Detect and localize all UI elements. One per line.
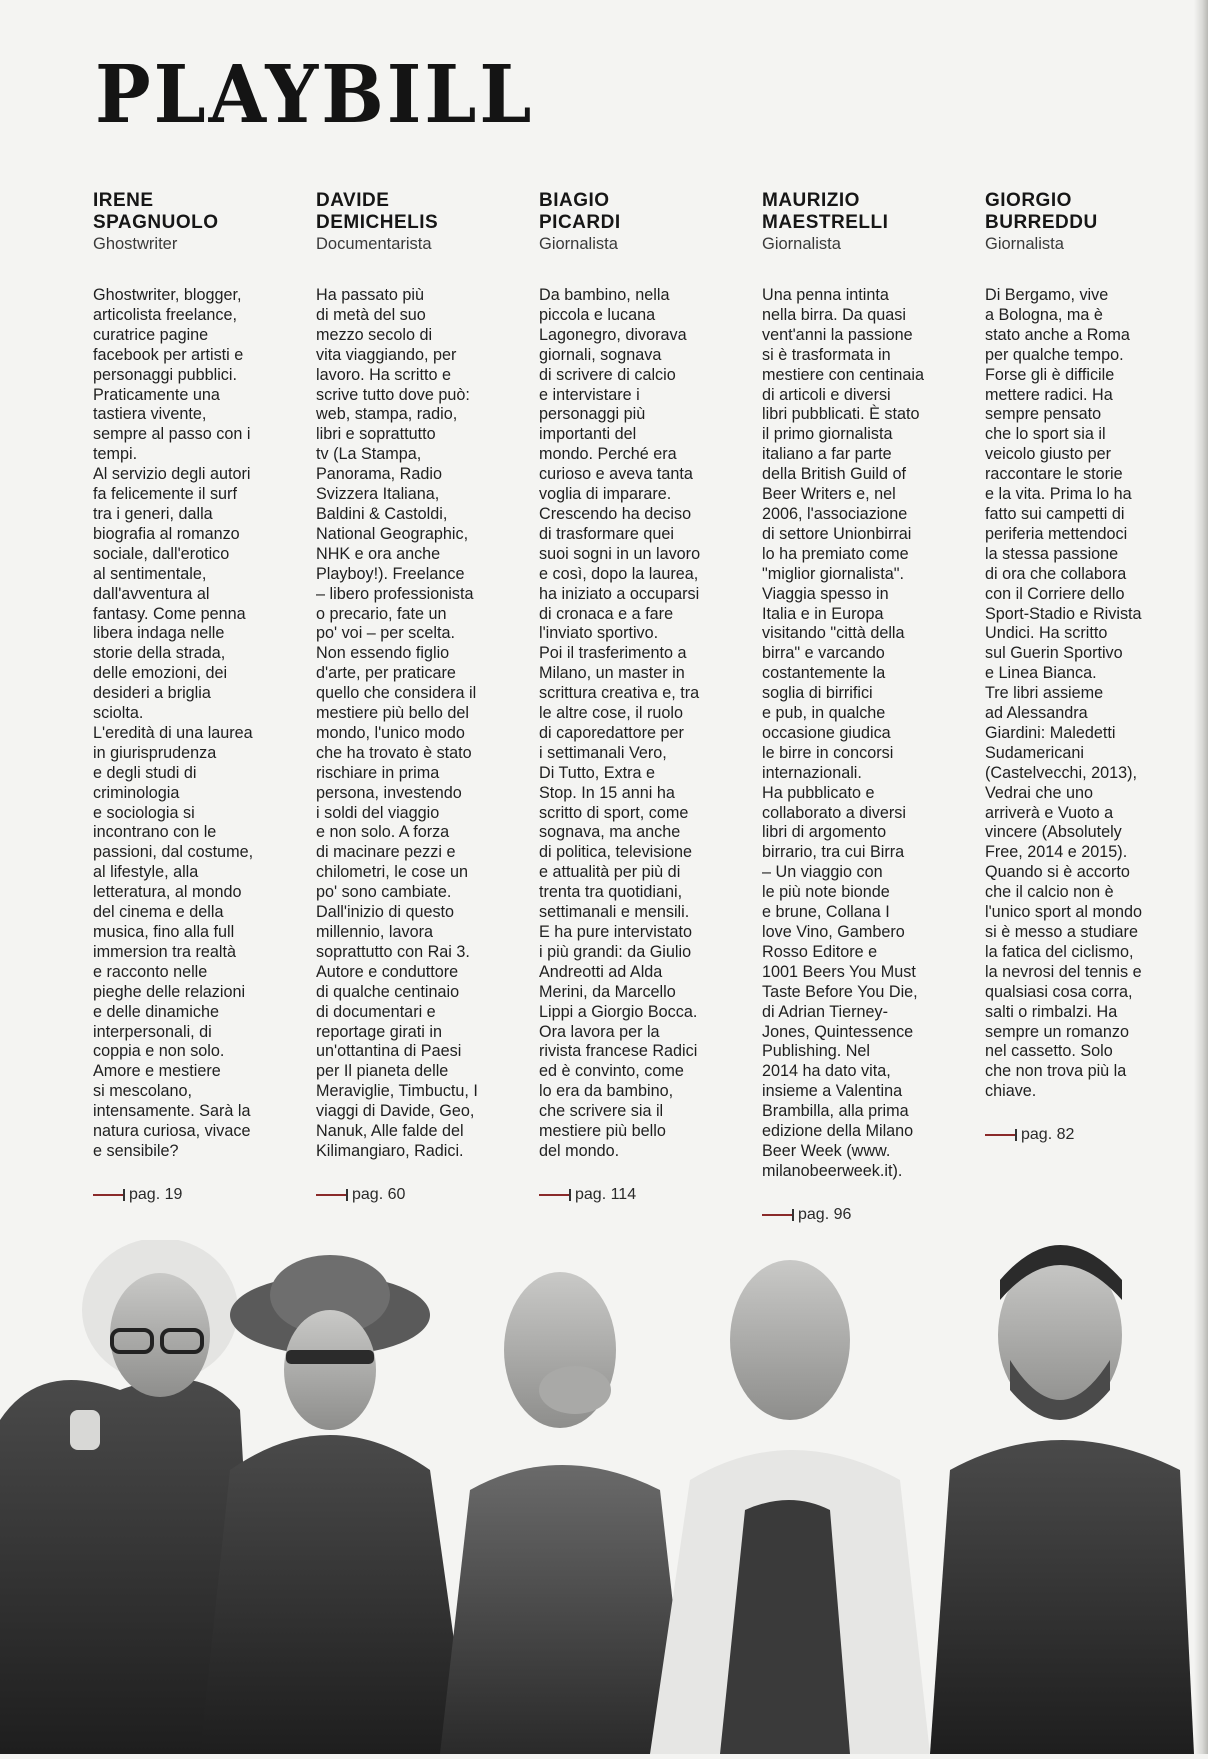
bio-line: Dall'inizio di questo: [316, 903, 455, 922]
bio-line: di caporedattore per: [539, 723, 684, 742]
page-ref-rule: [539, 1194, 569, 1196]
bio-line: Jones, Quintessence: [762, 1022, 914, 1041]
page-ref-rule: [316, 1194, 346, 1196]
bio-line: la fatica del ciclismo,: [985, 942, 1134, 961]
bio-line: Praticamente una: [93, 385, 220, 404]
page-reference[interactable]: [762, 1206, 961, 1224]
contributor-name-first: MAURIZIO: [762, 190, 860, 211]
bio-line: visitando "città della: [762, 624, 905, 643]
bio-line: e Linea Bianca.: [985, 664, 1097, 683]
bio-line: personaggi pubblici.: [93, 365, 237, 384]
bio-line: Di Bergamo, vive: [985, 286, 1109, 304]
bio-line: tv (La Stampa,: [316, 445, 422, 464]
bio-line: persona, investendo: [316, 783, 462, 802]
contributor-name-last: BURREDDU: [985, 212, 1098, 233]
bio-line: articolista freelance,: [93, 305, 237, 324]
page-ref-label: pag. 60: [352, 1185, 406, 1203]
bio-line: – Un viaggio con: [762, 863, 883, 882]
bio-line: Kilimangiaro, Radici.: [316, 1141, 464, 1160]
page-ref-tick: [792, 1209, 794, 1221]
contributor-name-first: GIORGIO: [985, 190, 1072, 211]
page-ref-tick: [123, 1189, 125, 1201]
bio-line: Merini, da Marcello: [539, 982, 676, 1001]
bio-line: letteratura, al mondo: [93, 883, 242, 902]
bio-line: biografia al romanzo: [93, 524, 240, 543]
bio-line: di ora che collabora: [985, 564, 1127, 583]
bio-line: si è trasformata in: [762, 345, 891, 364]
bio-line: Sport-Stadio e Rivista: [985, 604, 1142, 623]
bio-line: costantemente la: [762, 664, 886, 683]
bio-line: Autore e conduttore: [316, 962, 459, 981]
bio-line: lavoro. Ha scritto e: [316, 365, 451, 384]
bio-line: Beer Writers e, nel: [762, 485, 896, 504]
contributor-column: [93, 190, 292, 1224]
bio-line: Non essendo figlio: [316, 644, 450, 663]
bio-line: della British Guild of: [762, 465, 906, 484]
bio-line: scritto di sport, come: [539, 803, 689, 822]
bio-line: il primo giornalista: [762, 425, 893, 444]
bio-line: Quando si è accorto: [985, 863, 1130, 882]
bio-line: nel cassetto. Solo: [985, 1042, 1113, 1061]
bio-line: l'inviato sportivo.: [539, 624, 659, 643]
bio-line: che il calcio non è: [985, 883, 1114, 902]
bio-line: di documentari e: [316, 1002, 436, 1021]
page-ref-tick: [569, 1189, 571, 1201]
bio-line: veicolo giusto per: [985, 445, 1111, 464]
bio-line: si mescolano,: [93, 1082, 192, 1101]
page-ref-label: pag. 114: [575, 1185, 637, 1203]
bio-line: reportage girati in: [316, 1022, 442, 1041]
contributor-column: [985, 190, 1184, 1224]
bio-line: mestiere più bello: [539, 1122, 666, 1141]
bio-line: Free, 2014 e 2015).: [985, 843, 1128, 862]
bio-line: stato anche a Roma: [985, 325, 1130, 344]
page-ref-rule: [93, 1194, 123, 1196]
bio-line: National Geographic,: [316, 524, 469, 543]
contributor-name-first: IRENE: [93, 190, 154, 211]
bio-line: sciolta.: [93, 704, 144, 723]
bio-line: sempre un romanzo: [985, 1022, 1129, 1041]
bio-line: al sentimentale,: [93, 564, 207, 583]
bio-line: birra" e varcando: [762, 644, 885, 663]
page-ref-label: pag. 19: [129, 1185, 183, 1203]
bio-line: di settore Unionbirrai: [762, 524, 912, 543]
bio-line: Rosso Editore e: [762, 942, 878, 961]
bio-line: Vedrai che uno: [985, 783, 1094, 802]
bio-line: lo era da bambino,: [539, 1082, 674, 1101]
contributor-bio: [539, 286, 738, 1162]
bio-line: giornali, sognava: [539, 345, 662, 364]
bio-line: e degli studi di: [93, 763, 197, 782]
bio-line: l'unico sport al mondo: [985, 903, 1142, 922]
bio-line: Ha passato più: [316, 286, 424, 304]
bio-line: 1001 Beers You Must: [762, 962, 916, 981]
bio-line: ed è convinto, come: [539, 1062, 684, 1081]
bio-line: Ora lavora per la: [539, 1022, 660, 1041]
bio-line: tra i generi, dalla: [93, 504, 213, 523]
bio-line: e attualità per più di: [539, 863, 681, 882]
bio-line: dall'avventura al: [93, 584, 210, 603]
bio-line: qualsiasi cosa corra,: [985, 982, 1133, 1001]
bio-line: i settimanali Vero,: [539, 743, 667, 762]
bio-line: Nanuk, Alle falde del: [316, 1122, 464, 1141]
bio-line: ad Alessandra: [985, 704, 1088, 723]
bio-line: libri pubblicati. È stato: [762, 405, 920, 424]
bio-line: per Il pianeta delle: [316, 1062, 449, 1081]
bio-line: Playboy!). Freelance: [316, 564, 465, 583]
bio-line: Ghostwriter, blogger,: [93, 286, 242, 304]
bio-line: e pub, in qualche: [762, 704, 886, 723]
bio-line: e racconto nelle: [93, 962, 208, 981]
contributor-role: Giornalista: [762, 235, 841, 253]
page-reference[interactable]: [316, 1186, 515, 1204]
bio-line: tastiera vivente,: [93, 405, 207, 424]
bio-line: storie della strada,: [93, 644, 226, 663]
bio-line: raccontare le storie: [985, 465, 1123, 484]
bio-line: Da bambino, nella: [539, 286, 670, 304]
page-reference[interactable]: [93, 1186, 292, 1204]
contributor-bio: [762, 286, 961, 1182]
bio-line: L'eredità di una laurea: [93, 723, 253, 742]
bio-line: libera indaga nelle: [93, 624, 225, 643]
bio-line: Viaggia spesso in: [762, 584, 889, 603]
bio-line: musica, fino alla full: [93, 923, 235, 941]
bio-line: web, stampa, radio,: [316, 405, 458, 424]
bio-line: tempi.: [93, 445, 138, 464]
bio-line: Forse gli è difficile: [985, 365, 1115, 384]
bio-line: love Vino, Gambero: [762, 923, 905, 941]
bio-line: un'ottantina di Paesi: [316, 1042, 462, 1061]
bio-line: NHK e ora anche: [316, 544, 441, 563]
bio-line: Lippi a Giorgio Bocca.: [539, 1002, 698, 1021]
bio-line: "miglior giornalista".: [762, 564, 904, 583]
contributor-photos: [0, 1240, 1194, 1754]
bio-line: Giardini: Maledetti: [985, 723, 1116, 742]
bio-line: Poi il trasferimento a: [539, 644, 687, 663]
bio-line: la nevrosi del tennis e: [985, 962, 1142, 981]
bio-line: sognava, ma anche: [539, 823, 681, 842]
bio-line: i più grandi: da Giulio: [539, 942, 692, 961]
portraits-illustration: [0, 1240, 1194, 1754]
bio-line: si è messo a studiare: [985, 923, 1138, 941]
bio-line: con il Corriere dello: [985, 584, 1125, 603]
bio-line: e la vita. Prima lo ha: [985, 485, 1132, 504]
bio-line: nella birra. Da quasi: [762, 305, 906, 324]
bio-line: importanti del: [539, 425, 637, 444]
masthead-title: PLAYBILL: [95, 48, 535, 142]
bio-line: fatto sui campetti di: [985, 504, 1125, 523]
bio-line: Al servizio degli autori: [93, 465, 251, 484]
bio-line: soprattutto con Rai 3.: [316, 942, 470, 961]
bio-line: d'arte, per praticare: [316, 664, 456, 683]
bio-line: e delle dinamiche: [93, 1002, 219, 1021]
bio-line: che scrivere sia il: [539, 1102, 664, 1121]
bio-line: di macinare pezzi e: [316, 843, 456, 862]
bio-line: Tre libri assieme: [985, 684, 1104, 703]
bio-line: che ha trovato è stato: [316, 743, 472, 762]
bio-line: Panorama, Radio: [316, 465, 442, 484]
bio-line: di cronaca e a fare: [539, 604, 674, 623]
contributor-name-last: MAESTRELLI: [762, 212, 889, 233]
contributor-name-last: SPAGNUOLO: [93, 212, 219, 233]
bio-line: arriverà e Vuoto a: [985, 803, 1114, 822]
bio-line: E ha pure intervistato: [539, 923, 692, 941]
bio-line: Una penna intinta: [762, 286, 889, 304]
bio-line: salti o rimbalzi. Ha: [985, 1002, 1118, 1021]
bio-line: coppia e non solo.: [93, 1042, 225, 1061]
bio-line: e sensibile?: [93, 1141, 179, 1160]
bio-line: Publishing. Nel: [762, 1042, 870, 1061]
bio-line: libri e soprattutto: [316, 425, 436, 444]
page-binding-edge: [1194, 0, 1208, 1754]
bio-line: immersion tra realtà: [93, 942, 237, 961]
bio-line: pieghe delle relazioni: [93, 982, 246, 1001]
bio-line: occasione giudica: [762, 723, 891, 742]
bio-line: criminologia: [93, 783, 180, 802]
bio-line: le altre cose, il ruolo: [539, 704, 683, 723]
bio-line: Sudamericani: [985, 743, 1084, 762]
bio-line: sul Guerin Sportivo: [985, 644, 1123, 663]
bio-line: 2014 ha dato vita,: [762, 1062, 891, 1081]
bio-line: Beer Week (www.: [762, 1141, 891, 1160]
bio-line: settimanali e mensili.: [539, 903, 690, 922]
bio-line: Crescendo ha deciso: [539, 504, 692, 523]
contributor-column: [316, 190, 515, 1224]
bio-line: trenta tra quotidiani,: [539, 883, 683, 902]
page-reference[interactable]: [539, 1186, 738, 1204]
bio-line: di metà del suo: [316, 305, 426, 324]
bio-line: e brune, Collana I: [762, 903, 890, 922]
bio-line: (Castelvecchi, 2013),: [985, 763, 1138, 782]
bio-line: millennio, lavora: [316, 923, 433, 941]
page-ref-tick: [1015, 1129, 1017, 1141]
bio-line: edizione della Milano: [762, 1122, 914, 1141]
page-reference[interactable]: [985, 1126, 1184, 1144]
bio-line: di articoli e diversi: [762, 385, 891, 404]
bio-line: curioso e aveva tanta: [539, 465, 693, 484]
bio-line: personaggi più: [539, 405, 646, 424]
bio-line: di qualche centinaio: [316, 982, 460, 1001]
bio-line: curatrice pagine: [93, 325, 209, 344]
bio-line: Undici. Ha scritto: [985, 624, 1108, 643]
contributor-column: [539, 190, 738, 1224]
contributor-name-first: DAVIDE: [316, 190, 390, 211]
bio-line: sempre al passo con i: [93, 425, 251, 444]
bio-line: fantasy. Come penna: [93, 604, 246, 623]
portrait-biagio: [440, 1272, 690, 1754]
bio-line: – libero professionista: [316, 584, 474, 603]
contributor-bio: [93, 286, 292, 1162]
bio-line: libri di argomento: [762, 823, 887, 842]
page-ref-label: pag. 82: [1021, 1126, 1075, 1144]
contributor-role: Documentarista: [316, 235, 432, 253]
bio-line: birrario, tra cui Birra: [762, 843, 905, 862]
bio-line: interpersonali, di: [93, 1022, 212, 1041]
bio-line: o precario, fate un: [316, 604, 447, 623]
bio-line: voglia di imparare.: [539, 485, 672, 504]
bio-line: lo ha premiato come: [762, 544, 909, 563]
bio-line: scrive tutto dove può:: [316, 385, 470, 404]
contributor-role: Ghostwriter: [93, 235, 178, 253]
bio-line: mettere radici. Ha: [985, 385, 1113, 404]
bio-line: periferia mettendoci: [985, 524, 1128, 543]
bio-line: insieme a Valentina: [762, 1082, 903, 1101]
bio-line: po' sono cambiate.: [316, 883, 452, 902]
portrait-maurizio: [650, 1260, 930, 1754]
bio-line: in giurisprudenza: [93, 743, 217, 762]
bio-line: natura curiosa, vivace: [93, 1122, 251, 1141]
bio-line: Baldini & Castoldi,: [316, 504, 448, 523]
bio-line: del mondo.: [539, 1141, 620, 1160]
bio-line: del cinema e della: [93, 903, 224, 922]
bio-line: Brambilla, alla prima: [762, 1102, 909, 1121]
bio-line: viaggi di Davide, Geo,: [316, 1102, 475, 1121]
contributor-name-first: BIAGIO: [539, 190, 610, 211]
bio-line: e intervistare i: [539, 385, 640, 404]
page-ref-rule: [985, 1134, 1015, 1136]
bio-line: mestiere più bello del: [316, 704, 469, 723]
bio-line: incontrano con le: [93, 823, 217, 842]
bio-line: vent'anni la passione: [762, 325, 913, 344]
bio-line: di trasformare quei: [539, 524, 674, 543]
contributors-columns: [93, 190, 1184, 1224]
bio-line: chilometri, le cose un: [316, 863, 469, 882]
bio-line: delle emozioni, dei: [93, 664, 228, 683]
bio-line: fa felicemente il surf: [93, 485, 237, 504]
bio-line: suoi sogni in un lavoro: [539, 544, 701, 563]
contributor-column: [762, 190, 961, 1224]
bio-line: Amore e mestiere: [93, 1062, 221, 1081]
bio-line: desideri a briglia: [93, 684, 211, 703]
bio-line: Svizzera Italiana,: [316, 485, 440, 504]
contributor-name-last: DEMICHELIS: [316, 212, 439, 233]
bio-line: vita viaggiando, per: [316, 345, 457, 364]
bio-line: quello che considera il: [316, 684, 477, 703]
bio-line: mondo, l'unico modo: [316, 723, 465, 742]
bio-line: e sociologia si: [93, 803, 195, 822]
bio-line: Meraviglie, Timbuctu, I: [316, 1082, 478, 1101]
bio-line: intensamente. Sarà la: [93, 1102, 251, 1121]
bio-line: Milano, un master in: [539, 664, 685, 683]
bio-line: al lifestyle, alla: [93, 863, 199, 882]
contributor-bio: [316, 286, 515, 1162]
bio-line: mezzo secolo di: [316, 325, 433, 344]
bio-line: chiave.: [985, 1082, 1037, 1101]
bio-line: italiano a far parte: [762, 445, 892, 464]
contributor-role: Giornalista: [539, 235, 618, 253]
bio-line: e non solo. A forza: [316, 823, 450, 842]
bio-line: a Bologna, ma è: [985, 305, 1103, 324]
contributor-name-last: PICARDI: [539, 212, 621, 233]
bio-line: Stop. In 15 anni ha: [539, 783, 675, 802]
bio-line: scrittura creativa e, tra: [539, 684, 700, 703]
bio-line: mondo. Perché era: [539, 445, 677, 464]
bio-line: Lagonegro, divorava: [539, 325, 687, 344]
bio-line: rivista francese Radici: [539, 1042, 698, 1061]
bio-line: Ha pubblicato e: [762, 783, 875, 802]
bio-line: sempre pensato: [985, 405, 1102, 424]
bio-line: Taste Before You Die,: [762, 982, 918, 1001]
bio-line: le birre in concorsi: [762, 743, 894, 762]
bio-line: Andreotti ad Alda: [539, 962, 663, 981]
page-ref-rule: [762, 1214, 792, 1216]
bio-line: di politica, televisione: [539, 843, 692, 862]
contributor-bio: [985, 286, 1184, 1102]
bio-line: po' voi – per scelta.: [316, 624, 455, 643]
bio-line: soglia di birrifici: [762, 684, 873, 703]
bio-line: che non trova più la: [985, 1062, 1127, 1081]
bio-line: passioni, dal costume,: [93, 843, 254, 862]
bio-line: Di Tutto, Extra e: [539, 763, 656, 782]
bio-line: vincere (Absolutely: [985, 823, 1122, 842]
bio-line: milanobeerweek.it).: [762, 1161, 903, 1180]
page-ref-label: pag. 96: [798, 1205, 852, 1223]
bio-line: di Adrian Tierney-: [762, 1002, 888, 1021]
bio-line: ha iniziato a occuparsi: [539, 584, 700, 603]
bio-line: collaborato a diversi: [762, 803, 906, 822]
bio-line: 2006, l'associazione: [762, 504, 908, 523]
bio-line: piccola e lucana: [539, 305, 656, 324]
bio-line: la stessa passione: [985, 544, 1119, 563]
bio-line: i soldi del viaggio: [316, 803, 440, 822]
page-ref-tick: [346, 1189, 348, 1201]
bio-line: rischiare in prima: [316, 763, 440, 782]
bio-line: sociale, dall'erotico: [93, 544, 230, 563]
bio-line: di scrivere di calcio: [539, 365, 676, 384]
bio-line: mestiere con centinaia: [762, 365, 924, 384]
bio-line: facebook per artisti e: [93, 345, 244, 364]
bio-line: e così, dopo la laurea,: [539, 564, 699, 583]
bio-line: per qualche tempo.: [985, 345, 1124, 364]
bio-line: internazionali.: [762, 763, 862, 782]
bio-line: Italia e in Europa: [762, 604, 884, 623]
portrait-giorgio: [930, 1245, 1194, 1754]
bio-line: che lo sport sia il: [985, 425, 1106, 444]
portrait-davide: [200, 1255, 470, 1754]
contributor-role: Giornalista: [985, 235, 1064, 253]
bio-line: le più note bionde: [762, 883, 890, 902]
